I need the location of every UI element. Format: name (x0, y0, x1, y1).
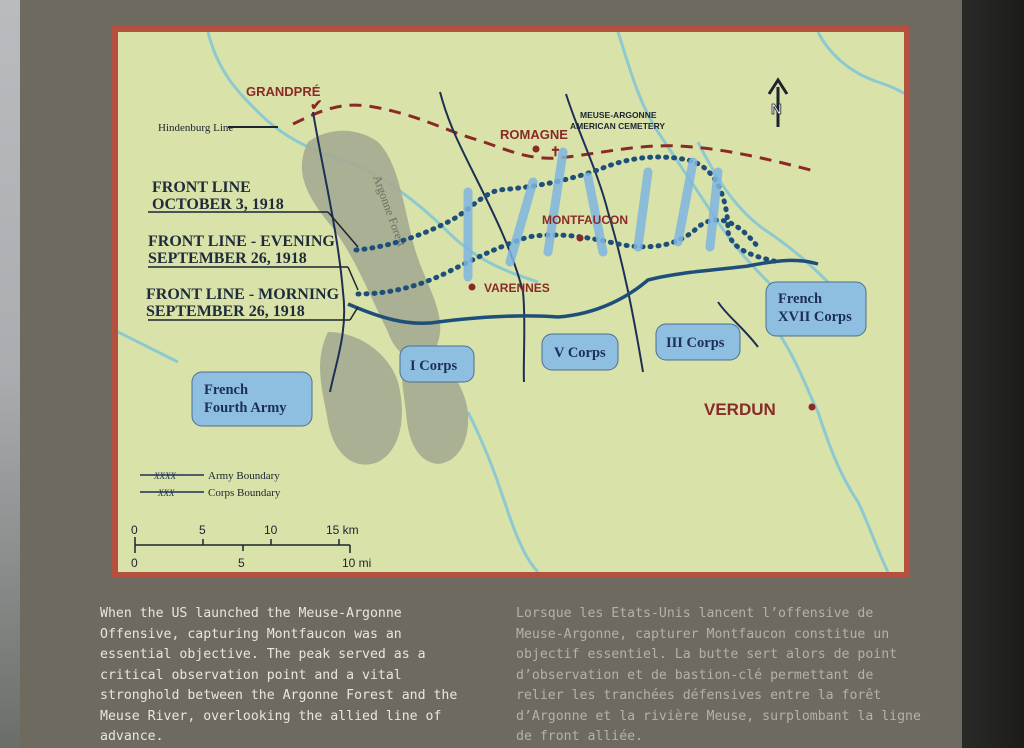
verdun-dot (809, 404, 816, 411)
check-icon: ✔ (310, 97, 323, 114)
scale-mi-10: 10 mi (342, 556, 372, 570)
front-oct-line2: OCTOBER 3, 1918 (152, 196, 284, 213)
stream-west (118, 332, 178, 362)
unit-french-fourth-line2: Fourth Army (204, 400, 287, 416)
hindenburg-label: Hindenburg Line (158, 122, 234, 134)
meuse-river-lower (778, 332, 888, 572)
unit-french-xvii-line1: French (778, 291, 823, 307)
front-evening-line1: FRONT LINE - EVENING (148, 233, 335, 250)
scale-km-0: 0 (131, 523, 138, 537)
cemetery-label-1: MEUSE-ARGONNE (580, 110, 657, 120)
varennes-dot (469, 284, 476, 291)
place-grandpre: GRANDPRÉ (246, 84, 321, 99)
legend-corps-label: Corps Boundary (208, 487, 281, 499)
corps-boundary-2 (566, 94, 643, 372)
cemetery-label-2: AMERICAN CEMETERY (570, 121, 666, 131)
place-montfaucon: MONTFAUCON (542, 213, 628, 227)
legend-army-symbol: XXXX (154, 471, 176, 481)
scale-bar (131, 523, 371, 570)
front-morning-line1: FRONT LINE - MORNING (146, 286, 340, 303)
background-right (954, 0, 1024, 748)
north-label: N (771, 101, 782, 118)
caption-french: Lorsque les Etats-Unis lancent l’offensive de Meuse-Argonne, capturer Montfaucon constitue un objectif essentiel. La butte sert alors de point d’observation et de bastion-clé permettant de relier les tranchées défensives entre la forêt d’Argonne et la rivière Meuse, surplombant la ligne de front alliée. (516, 606, 921, 744)
front-evening-line2: SEPTEMBER 26, 1918 (148, 250, 307, 267)
scale-km-5: 5 (199, 523, 206, 537)
front-oct-line1: FRONT LINE (152, 179, 251, 196)
north-arrow (769, 80, 787, 127)
romagne-dot (533, 146, 540, 153)
map (118, 32, 904, 572)
unit-french-fourth (192, 372, 312, 426)
montfaucon-dot (577, 235, 584, 242)
front-morning-line2: SEPTEMBER 26, 1918 (146, 303, 305, 320)
stream-south (468, 412, 538, 572)
place-romagne: ROMAGNE (500, 127, 568, 142)
unit-french-fourth-line1: French (204, 382, 249, 398)
scale-km-10: 10 (264, 523, 278, 537)
legend-army-label: Army Boundary (208, 470, 280, 482)
unit-i-corps (400, 346, 474, 382)
stream-northeast (818, 32, 904, 94)
forest-label: Argonne Forest (370, 173, 409, 249)
unit-iii-corps-label: III Corps (666, 335, 725, 351)
unit-iii-corps (656, 324, 740, 360)
unit-i-corps-label: I Corps (410, 358, 458, 374)
scale-mi-0: 0 (131, 556, 138, 570)
place-varennes: VARENNES (484, 281, 550, 295)
legend (140, 470, 281, 499)
scale-mi-5: 5 (238, 556, 245, 570)
unit-v-corps (542, 334, 618, 370)
scale-km-15: 15 km (326, 523, 359, 537)
legend-corps-symbol: XXX (158, 488, 175, 498)
map-graphics (118, 32, 904, 572)
cross-icon: ✝ (550, 144, 561, 159)
unit-french-xvii (766, 282, 866, 336)
unit-v-corps-label: V Corps (554, 345, 606, 361)
unit-french-xvii-line2: XVII Corps (778, 309, 852, 325)
caption-english: When the US launched the Meuse-Argonne Offensive, capturing Montfaucon was an essential objective. The peak served as a critical observation point and a vital stronghold between the Argonne Forest and the Meuse River, overlooking the allied line of advance. (100, 606, 458, 744)
place-verdun: VERDUN (704, 400, 776, 419)
